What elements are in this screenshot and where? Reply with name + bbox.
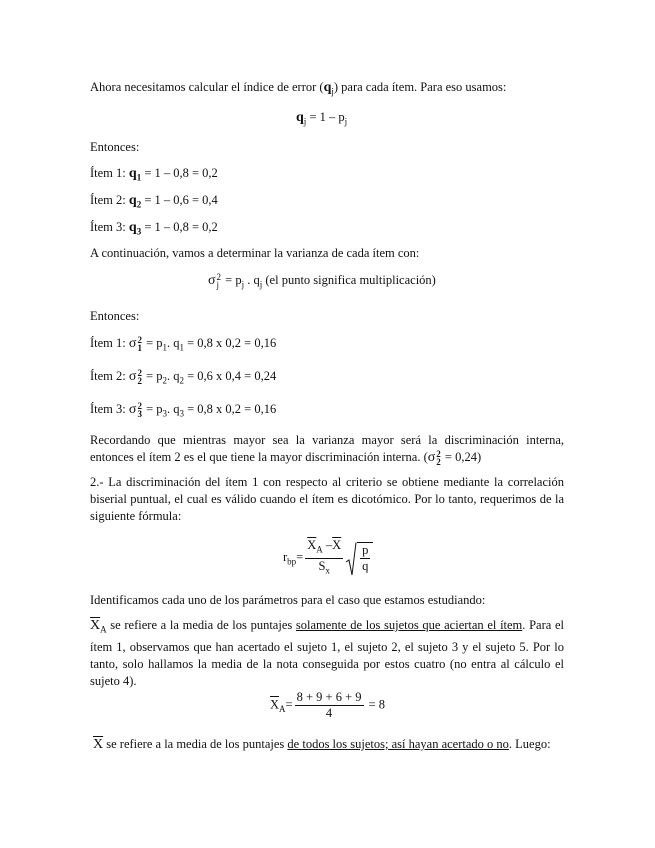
item-calc: = 1 – 0,8 = 0,2 [141,220,218,234]
r-sub: bp [287,556,297,567]
formula-rbp [283,538,373,578]
dot-q: . q [167,336,180,350]
r-symbol: r [283,549,288,564]
sigma-sup: 2 [137,368,142,379]
intro-text: Ahora necesitamos calcular el índice de error ( [90,80,324,94]
recordando-text: Recordando que mientras mayor sea la varianza mayor será la discriminación interna, entonces el ítem 2 es el que tiene la mayor discriminación interna. ( [90,433,564,464]
item-q-1 [90,165,218,187]
sigma-symbol: σ [427,450,436,465]
q-sub: 1 [136,172,142,183]
xa-symbol: $\overline{X}$ [90,618,101,633]
xa-numerator: 8 + 9 + 6 + 9 [296,690,362,704]
intro-text-end: ) para cada ítem. Para eso usamos: [333,80,507,94]
item-label: Ítem 1: [90,336,129,350]
x-underlined: de todos los sujetos; así hayan acertado o no [287,737,509,751]
entonces-label-2: Entonces: [90,309,140,323]
dot-q: . q [167,369,180,383]
q-sub: 1 [179,342,184,353]
item-calc: = 1 – 0,8 = 0,2 [141,166,218,180]
item-label: Ítem 3: [90,220,129,234]
radical-sign [345,542,357,576]
item-calc: = 1 – 0,6 = 0,4 [141,193,218,207]
p-symbol: p [362,543,369,557]
q-sub: j [259,279,263,290]
p-sub: 1 [162,342,167,353]
sigma-indices [137,369,142,385]
sigma-indices [436,450,441,466]
xa-result: = 8 [365,697,386,712]
sqrt-p-over-q [345,542,373,574]
formula-xa-calc [270,690,385,721]
q-symbol: q [362,559,369,573]
recordando-paragraph [90,432,564,466]
formula-note: (el punto significa multiplicación) [262,273,436,287]
rbp-numerator [305,538,343,559]
formula-q [296,109,347,131]
sigma-symbol: σ [128,402,137,417]
q-symbol: q [128,193,137,208]
item-q-2 [90,192,218,214]
intro-paragraph [90,79,506,101]
item-var-1 [90,335,276,357]
p-over-q [360,543,370,574]
sigma-sup: 2 [137,401,142,412]
xa-denominator: 4 [325,706,333,720]
sigma-indices [217,273,222,289]
p-sub: 2 [162,375,167,386]
xa-symbol: $\overline{X}$ [270,697,280,712]
x-paragraph [93,736,551,753]
item-calc: = 0,8 x 0,2 = 0,16 [184,402,277,416]
sx-sub: x [325,565,330,575]
sigma-sup: 2 [137,335,142,346]
sigma-sub: 3 [137,409,142,420]
sigma-symbol: σ [128,369,137,384]
formula-eq: = p [222,273,242,287]
item-calc: = 0,8 x 0,2 = 0,16 [184,336,277,350]
rbp-fraction [305,538,343,578]
xa-text-1: se refiere a la media de los puntajes [106,618,296,632]
eq-p: = p [142,402,163,416]
formula-q-rest: = 1 – p [306,110,345,124]
sigma-indices [137,336,142,352]
p-sub: 3 [162,408,167,419]
formula-q-symbol: q [296,110,304,125]
q-sub: 3 [136,226,142,237]
item-var-2 [90,368,276,390]
eq-p: = p [142,369,163,383]
sqrt-inner [357,542,373,574]
item-var-3 [90,401,276,423]
item-label: Ítem 2: [90,193,129,207]
dot-q: . q [167,402,180,416]
q-sub: 2 [136,199,142,210]
x-text-2: . Luego: [508,737,551,751]
formula-p-sub: j [344,116,348,127]
xa-eq: = [285,697,293,712]
q-symbol: q [128,166,137,181]
j-subscript: j [331,86,334,97]
sigma-symbol: σ [128,336,137,351]
x-text-1: se refiere a la media de los puntajes [103,737,288,751]
eq-p: = p [142,336,163,350]
item-label: Ítem 2: [90,369,129,383]
rbp-minus: – [322,538,333,552]
rbp-eq: = [296,549,304,564]
xa-paragraph [90,617,564,690]
sigma-sub: 1 [137,343,142,354]
xa-text-2: . Para el ítem 1, observamos que han acertado el sujeto 1, el sujeto 2, el sujeto 3 y el sujeto 5. Por lo tanto, solo hallamos la media de la nota conseguida por estos cuatro (no entra al cálculo el sujeto 4). [90,618,564,688]
punto2-paragraph: 2.- La discriminación del ítem 1 con respecto al criterio se obtiene mediante la correlación biserial puntual, el cual es válido cuando el ítem es dicotómico. Por lo tanto, requerimos de la siguiente fórmula: [90,475,564,523]
item-q-3 [90,219,218,241]
formula-varianza [208,272,436,294]
xa-sub: A [100,624,107,635]
x-symbol: $\overline{X}$ [332,538,342,552]
xa-fraction [295,690,364,721]
entonces-label-1: Entonces: [90,140,140,154]
xa-underlined: solamente de los sujetos que aciertan el ítem [295,618,523,632]
sigma-indices [137,402,142,418]
sigma-sub: 2 [436,457,441,468]
q-symbol: q [323,80,332,95]
item-calc: = 0,6 x 0,4 = 0,24 [184,369,277,383]
identificamos-text: Identificamos cada uno de los parámetros para el caso que estamos estudiando: [90,593,486,607]
xa-symbol: $\overline{X}$ [307,538,317,552]
rbp-denominator [305,559,343,579]
sigma-sup: 2 [436,449,441,460]
item-label: Ítem 1: [90,166,129,180]
q-sub: 3 [179,408,184,419]
p-sub: j [241,279,245,290]
xa-sub: A [316,544,323,555]
recordando-end: = 0,24) [441,450,482,464]
sigma-sub: 2 [137,376,142,387]
q-symbol: q [128,220,137,235]
xa-sub: A [279,703,286,714]
sigma-sup: 2 [216,272,222,283]
formula-q-sub: j [303,116,307,127]
sigma-sub: j [216,280,220,291]
item-label: Ítem 3: [90,402,129,416]
x-symbol: $\overline{X}$ [93,737,104,752]
varianza-intro: A continuación, vamos a determinar la varianza de cada ítem con: [90,246,420,260]
q-sub: 2 [179,375,184,386]
sigma-symbol: σ [208,273,216,288]
formula-dot: . q [244,273,260,287]
sx-symbol: S [318,558,326,573]
